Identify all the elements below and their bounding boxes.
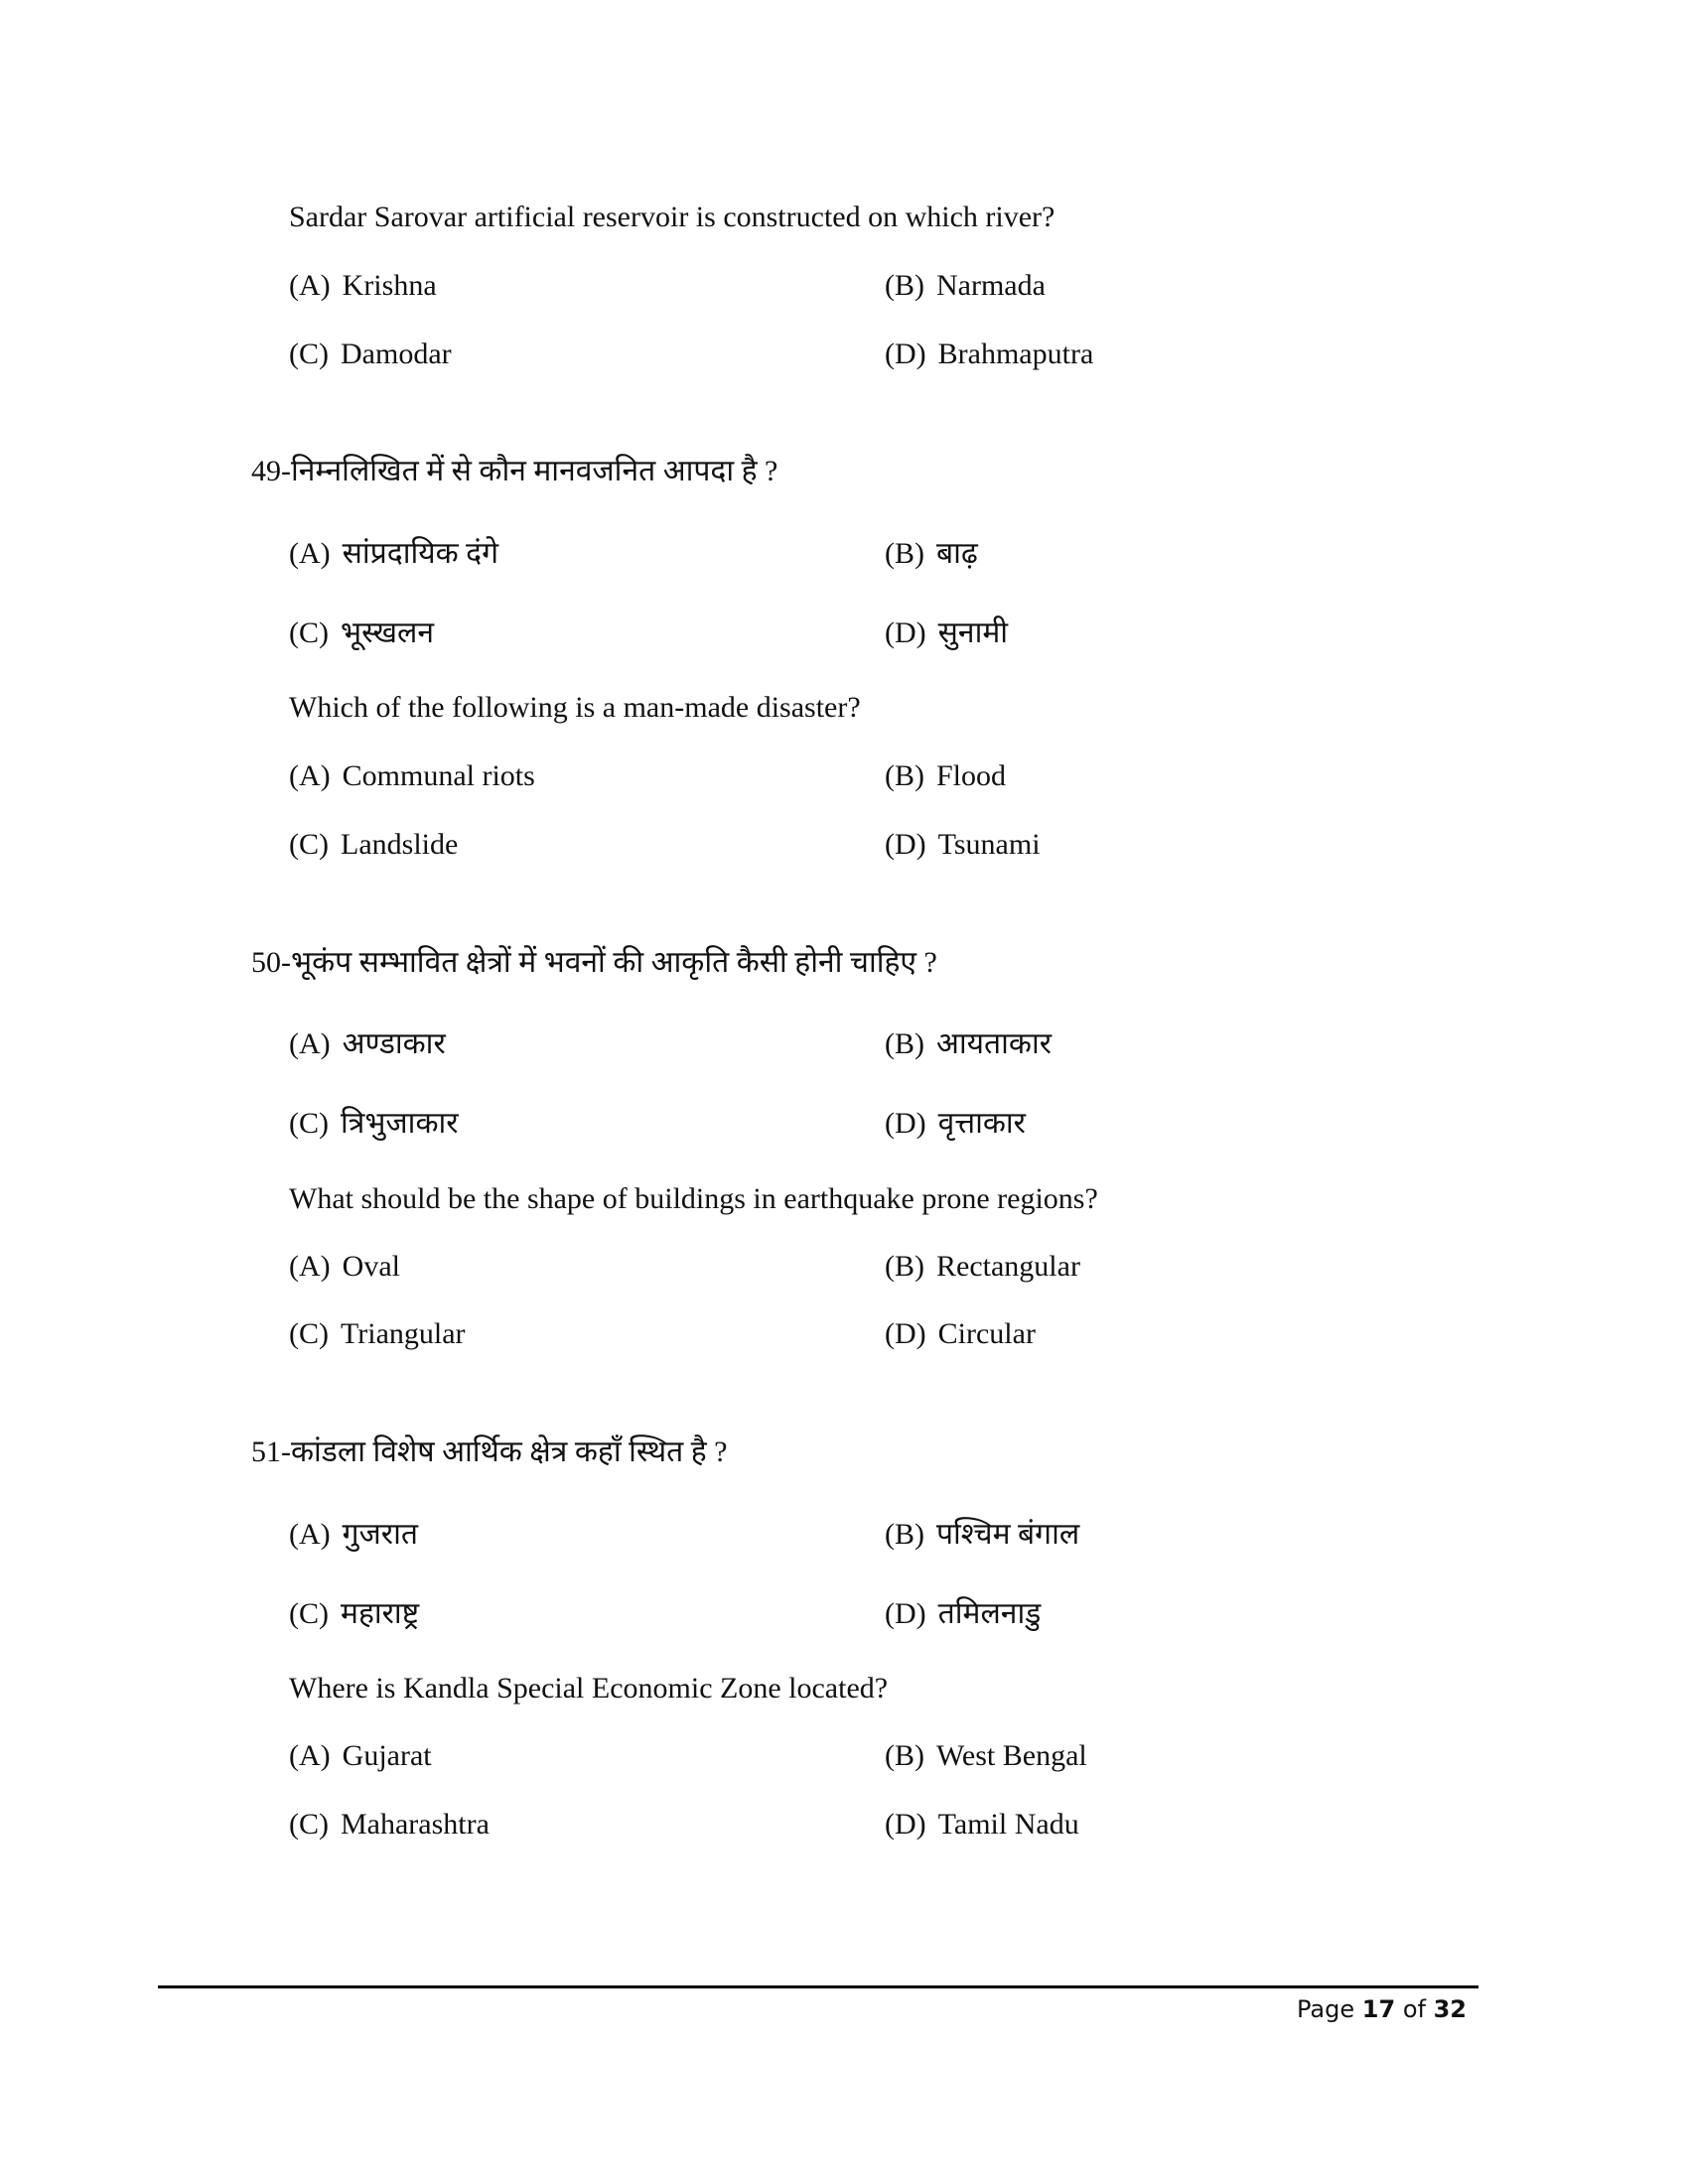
option-label: (C)	[289, 1317, 329, 1350]
option-c	[289, 1316, 466, 1352]
option-b	[885, 1026, 1052, 1062]
option-label: (A)	[289, 759, 331, 792]
option-a	[289, 268, 437, 304]
option-a	[289, 1738, 432, 1774]
option-label: (C)	[289, 828, 329, 861]
option-text: भूस्खलन	[341, 616, 434, 649]
option-b	[885, 1517, 1079, 1553]
total-pages: 32	[1433, 1995, 1467, 2023]
option-a	[289, 1026, 446, 1062]
option-label: (A)	[289, 1739, 331, 1772]
option-text: वृत्ताकार	[937, 1107, 1026, 1140]
question-english: Where is Kandla Special Economic Zone located?	[289, 1672, 889, 1705]
option-label: (C)	[289, 616, 329, 649]
option-b	[885, 268, 1046, 304]
option-text: त्रिभुजाकार	[341, 1107, 459, 1140]
option-text: Circular	[937, 1317, 1036, 1350]
option-label: (B)	[885, 1250, 924, 1283]
option-label: (A)	[289, 269, 331, 302]
footer-divider	[158, 1985, 1478, 1988]
option-label: (C)	[289, 1808, 329, 1841]
option-c	[289, 337, 452, 372]
option-label: (B)	[885, 759, 924, 792]
option-label: (B)	[885, 1518, 924, 1551]
option-text: पश्चिम बंगाल	[936, 1518, 1080, 1551]
of-word: of	[1402, 1995, 1426, 2023]
option-label: (A)	[289, 537, 331, 570]
option-text: तमिलनाडु	[937, 1597, 1042, 1630]
option-text: Brahmaputra	[937, 338, 1094, 370]
option-text: Oval	[342, 1250, 400, 1283]
page-word: Page	[1297, 1995, 1355, 2023]
option-text: अण्डाकार	[342, 1027, 446, 1060]
option-label: (B)	[885, 269, 924, 302]
page-number	[1297, 1995, 1467, 2023]
option-text: Landslide	[341, 828, 459, 861]
option-text: महाराष्ट्र	[341, 1597, 420, 1630]
option-c	[289, 615, 434, 651]
option-c	[289, 1807, 490, 1843]
option-text: Rectangular	[936, 1250, 1080, 1283]
option-text: Narmada	[936, 269, 1046, 302]
option-d	[885, 1596, 1041, 1632]
option-text: Communal riots	[342, 759, 535, 792]
option-label: (A)	[289, 1027, 331, 1060]
option-d	[885, 1106, 1026, 1142]
option-label: (D)	[885, 616, 926, 649]
option-text: आयताकार	[936, 1027, 1053, 1060]
option-d	[885, 827, 1041, 863]
question-english: Sardar Sarovar artificial reservoir is constructed on which river?	[289, 201, 1055, 233]
option-label: (C)	[289, 1107, 329, 1140]
option-text: सुनामी	[937, 616, 1009, 649]
option-label: (D)	[885, 1317, 926, 1350]
option-text: Tsunami	[937, 828, 1041, 861]
option-d	[885, 1807, 1079, 1843]
option-c	[289, 1106, 459, 1142]
option-text: Damodar	[341, 338, 452, 370]
question-english: What should be the shape of buildings in earthquake prone regions?	[289, 1182, 1098, 1215]
option-label: (D)	[885, 338, 926, 370]
option-label: (D)	[885, 1107, 926, 1140]
option-a	[289, 1249, 400, 1285]
option-label: (D)	[885, 828, 926, 861]
option-b	[885, 536, 978, 572]
option-label: (B)	[885, 1739, 924, 1772]
option-label: (B)	[885, 537, 924, 570]
option-text: Flood	[936, 759, 1007, 792]
option-text: बाढ़	[936, 537, 978, 570]
option-text: West Bengal	[936, 1739, 1087, 1772]
option-text: Gujarat	[342, 1739, 432, 1772]
option-a	[289, 758, 535, 794]
option-label: (A)	[289, 1518, 331, 1551]
option-label: (C)	[289, 1597, 329, 1630]
option-text: Tamil Nadu	[937, 1808, 1079, 1841]
option-label: (B)	[885, 1027, 924, 1060]
option-text: गुजरात	[342, 1518, 418, 1551]
option-b	[885, 758, 1006, 794]
option-label: (A)	[289, 1250, 331, 1283]
option-c	[289, 827, 458, 863]
option-b	[885, 1249, 1080, 1285]
option-label: (D)	[885, 1808, 926, 1841]
option-d	[885, 615, 1008, 651]
question-hindi: 50-भूकंप सम्भावित क्षेत्रों में भवनों की आकृति कैसी होनी चाहिए ?	[251, 946, 937, 979]
question-english: Which of the following is a man-made disaster?	[289, 691, 861, 724]
question-hindi: 49-निम्नलिखित में से कौन मानवजनित आपदा है ?	[251, 455, 778, 487]
option-label: (D)	[885, 1597, 926, 1630]
option-b	[885, 1738, 1087, 1774]
option-d	[885, 1316, 1036, 1352]
option-c	[289, 1596, 419, 1632]
option-label: (C)	[289, 338, 329, 370]
option-text: Krishna	[342, 269, 437, 302]
option-a	[289, 1517, 418, 1553]
question-hindi: 51-कांडला विशेष आर्थिक क्षेत्र कहाँ स्थित है ?	[251, 1435, 728, 1468]
option-text: Maharashtra	[341, 1808, 490, 1841]
option-a	[289, 536, 498, 572]
option-text: Triangular	[341, 1317, 466, 1350]
option-text: सांप्रदायिक दंगे	[342, 537, 499, 570]
option-d	[885, 337, 1093, 372]
current-page: 17	[1361, 1995, 1396, 2023]
